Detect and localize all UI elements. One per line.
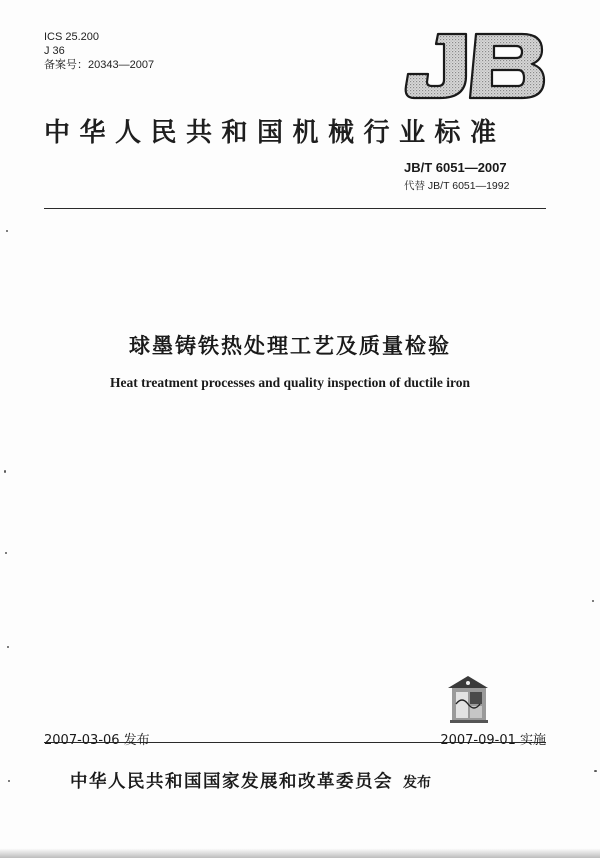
replaces-standard: 代替 JB/T 6051—1992 bbox=[404, 180, 510, 192]
publisher-suffix: 发布 bbox=[403, 775, 431, 791]
scan-speck bbox=[7, 646, 9, 648]
seal-emblem-icon bbox=[442, 674, 494, 726]
jb-logo bbox=[398, 30, 548, 102]
publisher-line bbox=[70, 768, 431, 793]
standard-number: JB/T 6051—2007 bbox=[404, 160, 507, 175]
scan-speck bbox=[592, 600, 594, 602]
issue-date: 2007-03-06 发布 bbox=[44, 733, 150, 748]
classification-codes bbox=[44, 30, 154, 72]
implementation-date: 2007-09-01 实施 bbox=[440, 733, 546, 748]
scan-speck bbox=[8, 780, 10, 782]
issuing-body-heading: 中华人民共和国机械行业标准 bbox=[44, 118, 506, 148]
document-title-english: Heat treatment processes and quality inspection of ductile iron bbox=[110, 375, 470, 390]
scan-speck bbox=[5, 552, 7, 554]
document-title-chinese: 球墨铸铁热处理工艺及质量检验 bbox=[129, 334, 451, 358]
scan-speck bbox=[594, 770, 597, 772]
ics-code: ICS 25.200 bbox=[44, 31, 100, 43]
category-code: J 36 bbox=[44, 45, 65, 57]
record-number: 备案号：20343—2007 bbox=[44, 59, 155, 71]
scan-bottom-edge bbox=[0, 848, 600, 858]
scan-speck bbox=[4, 470, 6, 473]
publisher-name: 中华人民共和国国家发展和改革委员会 bbox=[70, 772, 393, 792]
scan-speck bbox=[6, 230, 8, 232]
top-divider bbox=[44, 208, 546, 209]
